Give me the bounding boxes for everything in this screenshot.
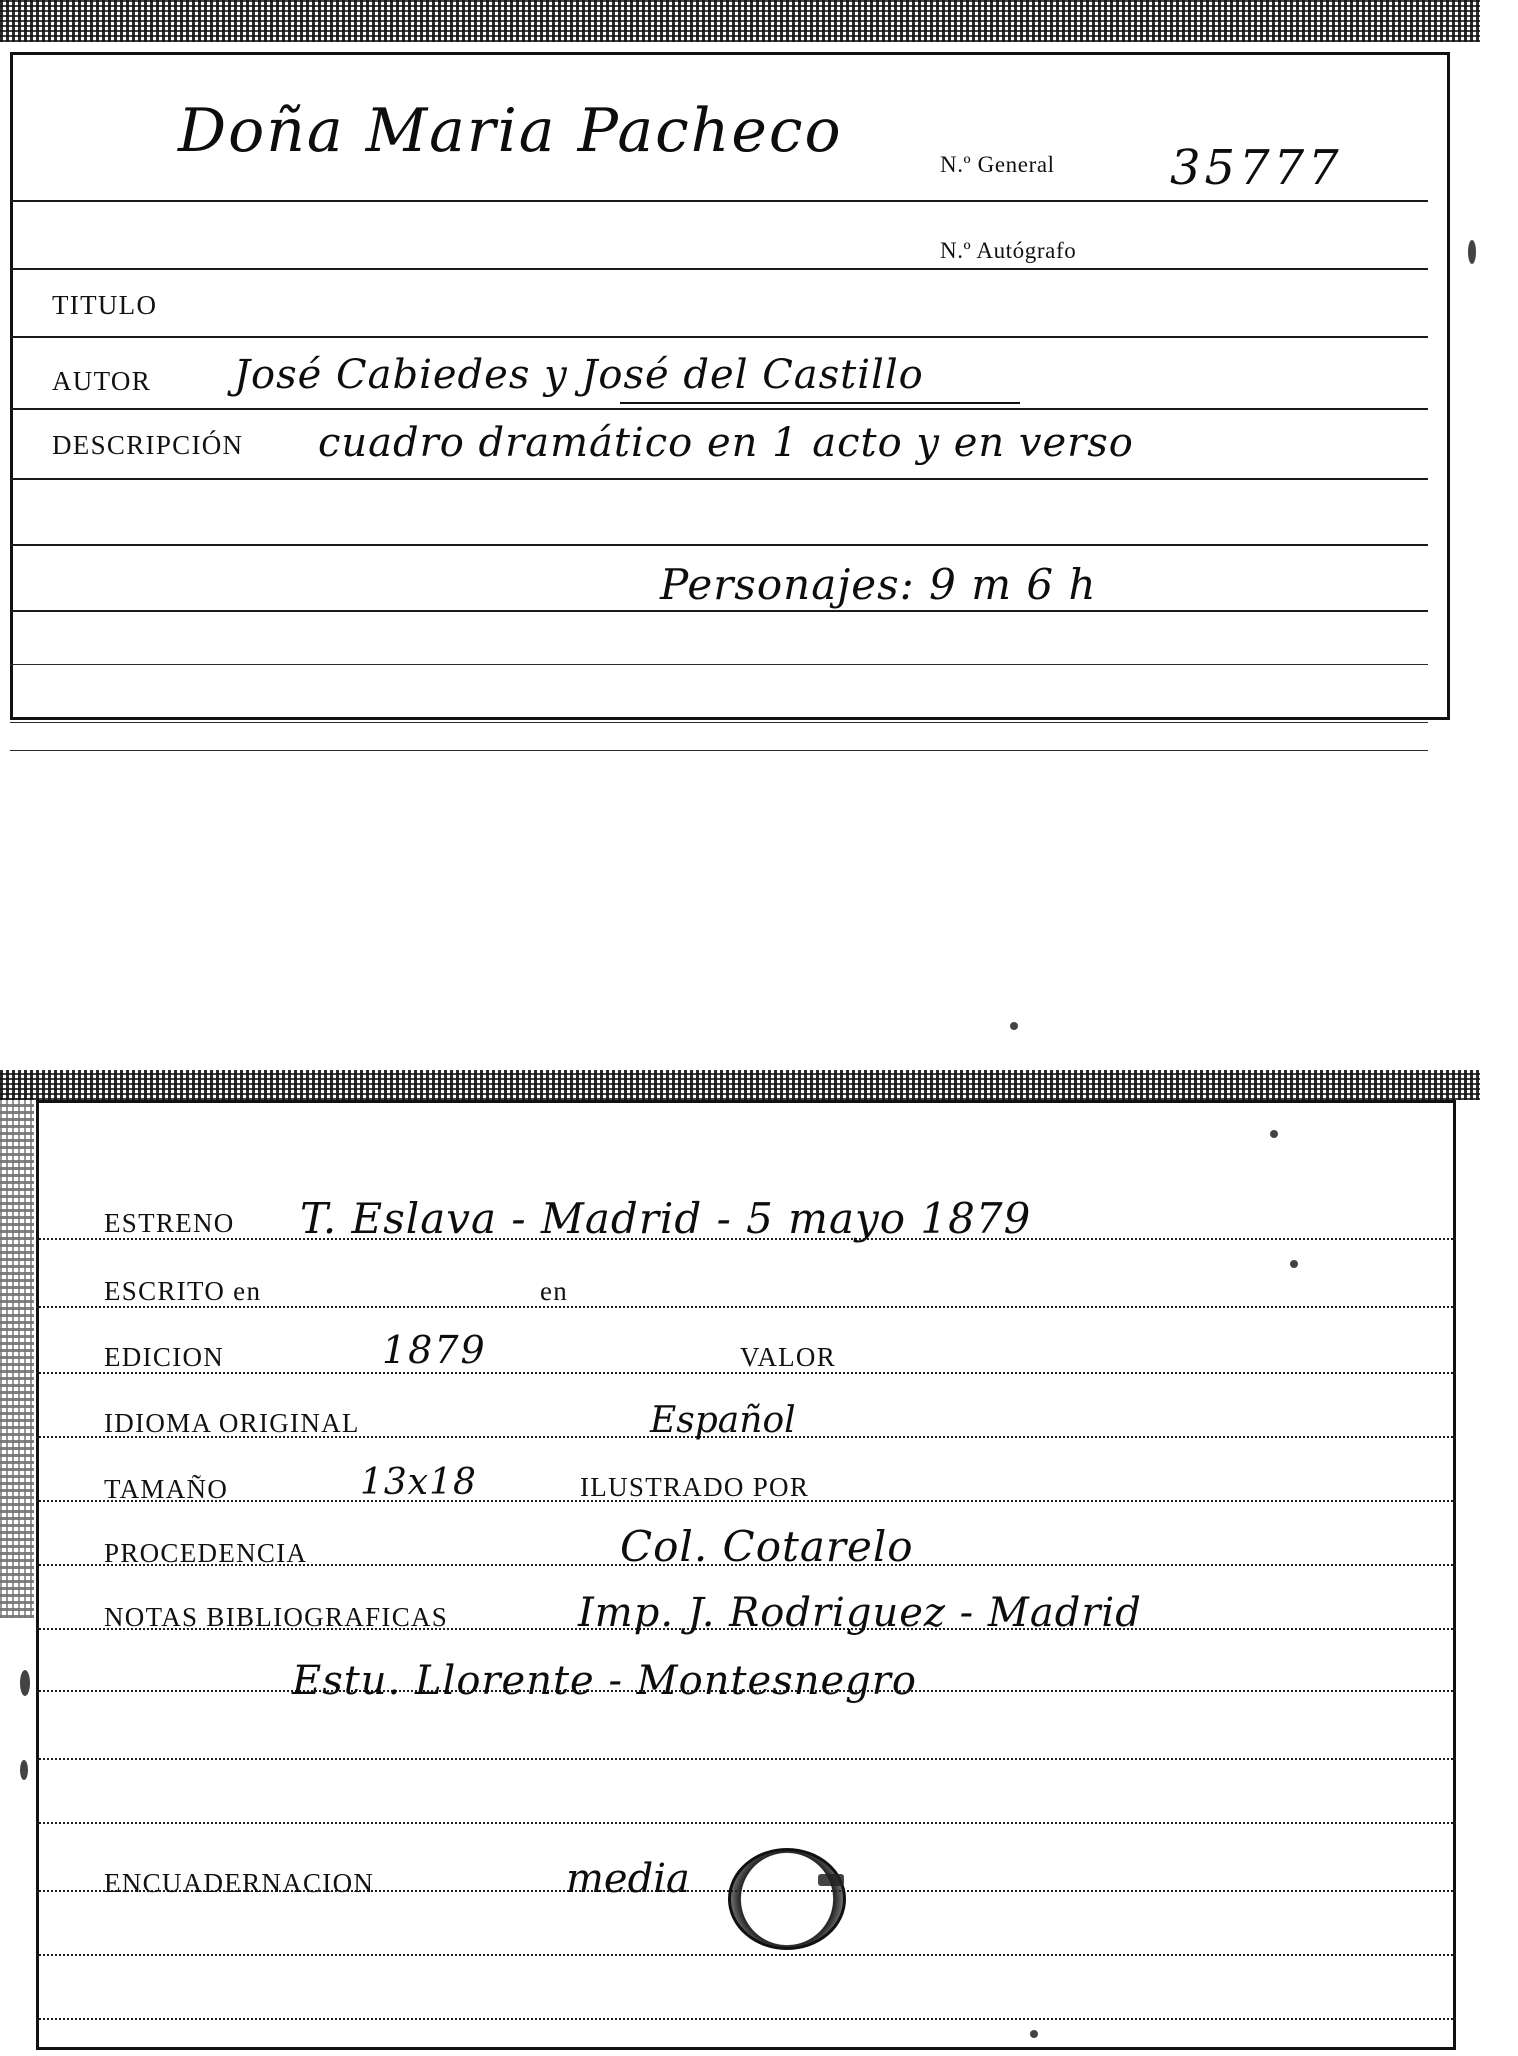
- card-back-rule-10: [36, 1822, 1456, 1824]
- label-descripcion: DESCRIPCIÓN: [52, 430, 244, 460]
- value-descripcion: cuadro dramático en 1 acto y en verso: [318, 420, 1134, 466]
- scan-noise-left-edge-back: [0, 1098, 34, 1618]
- label-tamano: TAMAÑO: [104, 1474, 229, 1504]
- card-front-rule-10: [10, 750, 1428, 751]
- value-encuadernacion: media: [566, 1856, 690, 1902]
- card-front-rule-7: [10, 610, 1428, 612]
- value-tamano: 13x18: [360, 1462, 477, 1503]
- label-ilustrado-por: ILUSTRADO POR: [580, 1472, 810, 1502]
- card-front-rule-8: [10, 664, 1428, 665]
- value-procedencia: Col. Cotarelo: [620, 1522, 914, 1571]
- value-numero-general: 35777: [1170, 140, 1343, 196]
- ink-blot-encuadernacion: [728, 1848, 846, 1950]
- card-front-rule-4: [10, 408, 1428, 410]
- catalog-card-front: [0, 0, 1480, 752]
- value-edicion: 1879: [382, 1328, 487, 1372]
- card-front-rule-5: [10, 478, 1428, 480]
- label-autor: AUTOR: [52, 366, 152, 396]
- card-back-rule-13: [36, 2018, 1456, 2020]
- autor-underline: [620, 402, 1020, 404]
- label-escrito-en: ESCRITO en: [104, 1276, 262, 1306]
- scan-artifact-back-5: [1030, 2030, 1038, 2038]
- label-encuadernacion: ENCUADERNACION: [104, 1868, 375, 1898]
- value-personajes: Personajes: 9 m 6 h: [660, 560, 1097, 609]
- value-autor: José Cabiedes y José del Castillo: [234, 352, 924, 398]
- scan-gap-between-cards: [0, 758, 1518, 1066]
- label-idioma-original: IDIOMA ORIGINAL: [104, 1408, 360, 1438]
- card-front-rule-2: [10, 268, 1428, 270]
- scan-noise-top-edge: [0, 0, 1480, 42]
- card-back-rule-9: [36, 1758, 1456, 1760]
- ink-mark-encuadernacion: [818, 1874, 844, 1886]
- card-front-rule-1: [10, 200, 1428, 202]
- label-valor: VALOR: [740, 1342, 837, 1372]
- label-titulo: TITULO: [52, 290, 158, 320]
- card-front-rule-6: [10, 544, 1428, 546]
- label-estreno: ESTRENO: [104, 1208, 235, 1238]
- scan-artifact-gap-dot: [1010, 1022, 1018, 1030]
- label-escrito-en-2: en: [540, 1276, 569, 1306]
- card-front-rule-9: [10, 722, 1428, 723]
- card-back-rule-12: [36, 1954, 1456, 1956]
- label-edicion: EDICION: [104, 1342, 225, 1372]
- catalog-card-back: [0, 1070, 1480, 2056]
- label-notas-bibliograficas: NOTAS BIBLIOGRAFICAS: [104, 1602, 449, 1632]
- card-front-handwritten-title: Doña Maria Pacheco: [178, 96, 843, 166]
- scan-artifact-right-1: [1468, 240, 1476, 264]
- value-idioma-original: Español: [650, 1400, 796, 1441]
- scan-artifact-back-2: [20, 1760, 28, 1780]
- label-numero-general: N.º General: [940, 152, 1055, 177]
- scan-artifact-back-1: [20, 1670, 30, 1696]
- scan-artifact-back-3: [1270, 1130, 1278, 1138]
- scan-noise-top-edge-back: [0, 1070, 1480, 1100]
- label-procedencia: PROCEDENCIA: [104, 1538, 308, 1568]
- value-estreno: T. Eslava - Madrid - 5 mayo 1879: [300, 1194, 1032, 1243]
- label-numero-autografo: N.º Autógrafo: [940, 238, 1077, 263]
- card-front-rule-3: [10, 336, 1428, 338]
- value-notas-bibliograficas-line2: Estu. Llorente - Montesnegro: [292, 1658, 917, 1704]
- value-notas-bibliograficas: Imp. J. Rodriguez - Madrid: [578, 1590, 1142, 1636]
- scan-artifact-back-4: [1290, 1260, 1298, 1268]
